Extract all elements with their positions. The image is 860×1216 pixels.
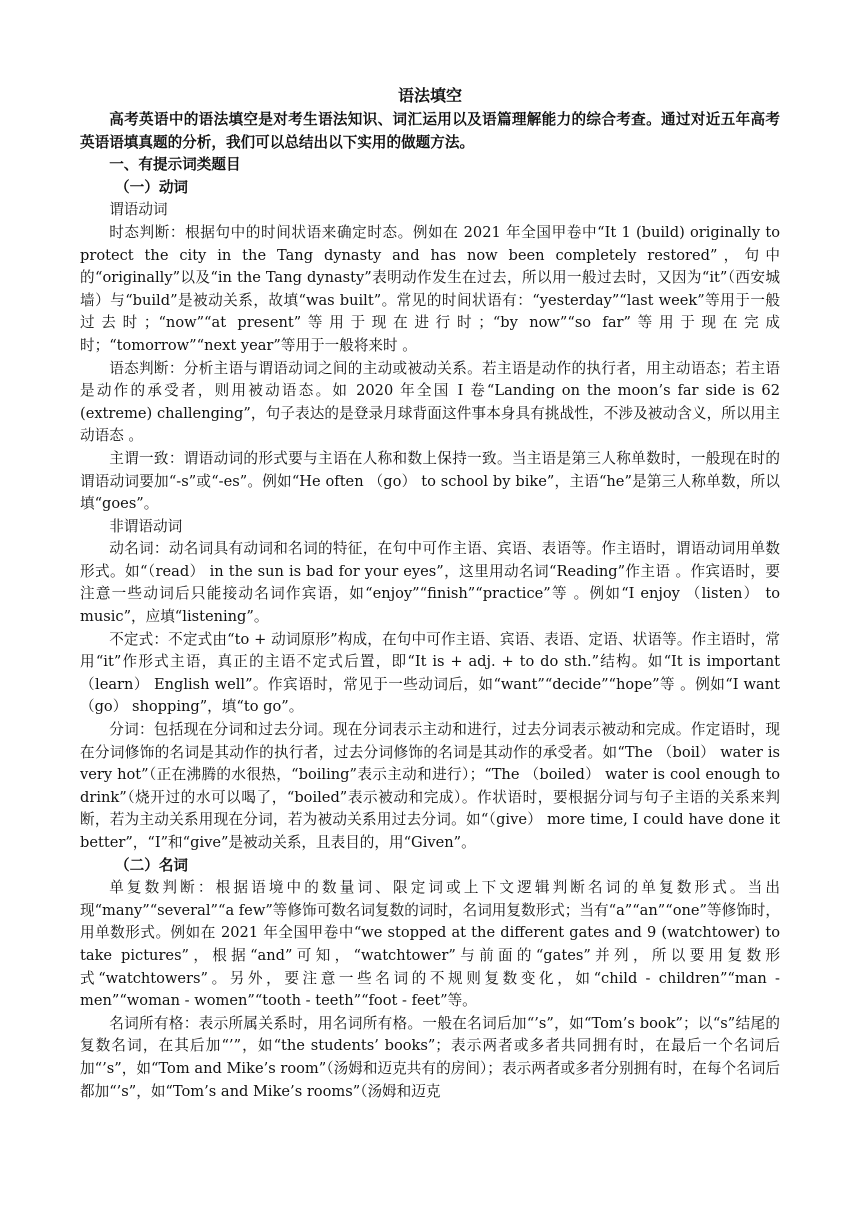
document-title: 语法填空 — [397, 86, 462, 105]
paragraph-possessive: 名词所有格：表示所属关系时，用名词所有格。一般在名词后加“’s”，如“Tom’s book”；以“s”结尾的复数名词，在其后加“’”，如“the students’ books”；表示两者或多者共同拥有时，在最后一个名词后加“’s”，如“Tom and Mike’s room”（汤姆和迈克共有的房间）；表示两者或多者分别拥有时，在每个名词后都加“’s”，如“Tom’s and Mike’s rooms”（汤姆和迈克 — [80, 1014, 780, 1100]
intro-paragraph: 高考英语中的语法填空是对考生语法知识、词汇运用以及语篇理解能力的综合考查。通过对近五年高考英语语填真题的分析，我们可以总结出以下实用的做题方法。 — [80, 111, 780, 151]
paragraph-participle: 分词：包括现在分词和过去分词。现在分词表示主动和进行，过去分词表示被动和完成。作定语时，现在分词修饰的名词是其动作的执行者，过去分词修饰的名词是其动作的承受者。如“The （boil） water is very hot”（正在沸腾的水很热，“boiling”表示主动和进行）；“The （boiled） water is cool enough to drink”（烧开过的水可以喝了，“boiled”表示被动和完成）。作状语时，要根据分词与句子主语的关系来判断，若为主动关系用现在分词，若为被动关系用过去分词。如“（give） more time, I could have done it better”，“I”和“give”是被动关系，且表目的，用“Given”。 — [80, 721, 780, 851]
paragraph-gerund: 动名词：动名词具有动词和名词的特征，在句中可作主语、宾语、表语等。作主语时，谓语动词用单数形式。如“（read） in the sun is bad for your eyes”，这里用动名词“Reading”作主语 。作宾语时，要注意一些动词后只能接动名词作宾语，如“enjoy”“finish”“practice”等 。例如“I enjoy （listen） to music”，应填“listening”。 — [80, 540, 780, 626]
paragraph-tense: 时态判断：根据句中的时间状语来确定时态。例如在 2021 年全国甲卷中“It 1 (build) originally to protect the city in the Tang dynasty and has now been completely restored”，句中的“originally”以及“in the Tang dynasty”表明动作发生在过去，所以用一般过去时，又因为“it”（西安城墙）与“build”是被动关系，故填“was built”。常见的时间状语有：“yesterday”“last week”等用于一般过去时；“now”“at present”等用于现在进行时；“by now”“so far”等用于现在完成时；“tomorrow”“next year”等用于一般将来时 。 — [80, 223, 780, 354]
topic-heading-non-finite-verbs: 非谓语动词 — [109, 517, 183, 535]
topic-heading-predicate-verbs: 谓语动词 — [109, 201, 168, 219]
subsection-heading-verbs: （一）动词 — [115, 178, 189, 196]
paragraph-infinitive: 不定式：不定式由“to + 动词原形”构成，在句中可作主语、宾语、表语、定语、状语等。作主语时，常用“it”作形式主语，真正的主语不定式后置，即“It is + adj. + to do sth.”结构。如“It is important （learn） English well”。作宾语时，常见于一些动词后，如“want”“decide”“hope”等 。例如“I want （go） shopping”，填“to go”。 — [80, 630, 780, 716]
paragraph-agreement: 主谓一致：谓语动词的形式要与主语在人称和数上保持一致。当主语是第三人称单数时，一般现在时的谓语动词要加“-s”或“-es”。例如“He often （go） to school by bike”，主语“he”是第三人称单数，所以填“goes”。 — [80, 449, 780, 513]
paragraph-noun-number: 单复数判断：根据语境中的数量词、限定词或上下文逻辑判断名词的单复数形式。当出现“many”“several”“a few”等修饰可数名词复数的词时，名词用复数形式；当有“a”“an”“one”等修饰时，用单数形式。例如在 2021 年全国甲卷中“we stopped at the different gates and 9 (watchtower) to take pictures”，根据“and”可知，“watchtower”与前面的“gates”并列，所以要用复数形式“watchtowers”。另外，要注意一些名词的不规则复数变化，如“child - children”“man - men”“woman - women”“tooth - teeth”“foot - feet”等。 — [80, 879, 780, 1010]
section-heading-hint-words: 一、有提示词类题目 — [109, 156, 241, 174]
document-page — [80, 84, 780, 1103]
paragraph-voice: 语态判断：分析主语与谓语动词之间的主动或被动关系。若主语是动作的执行者，用主动语态；若主语是动作的承受者，则用被动语态。如 2020 年全国 I 卷“Landing on the moon’s far side is 62 (extreme) challenging”，句子表达的是登录月球背面这件事本身具有挑战性，不涉及被动含义，所以用主动语态 。 — [80, 359, 780, 445]
subsection-heading-nouns: （二）名词 — [115, 856, 189, 874]
